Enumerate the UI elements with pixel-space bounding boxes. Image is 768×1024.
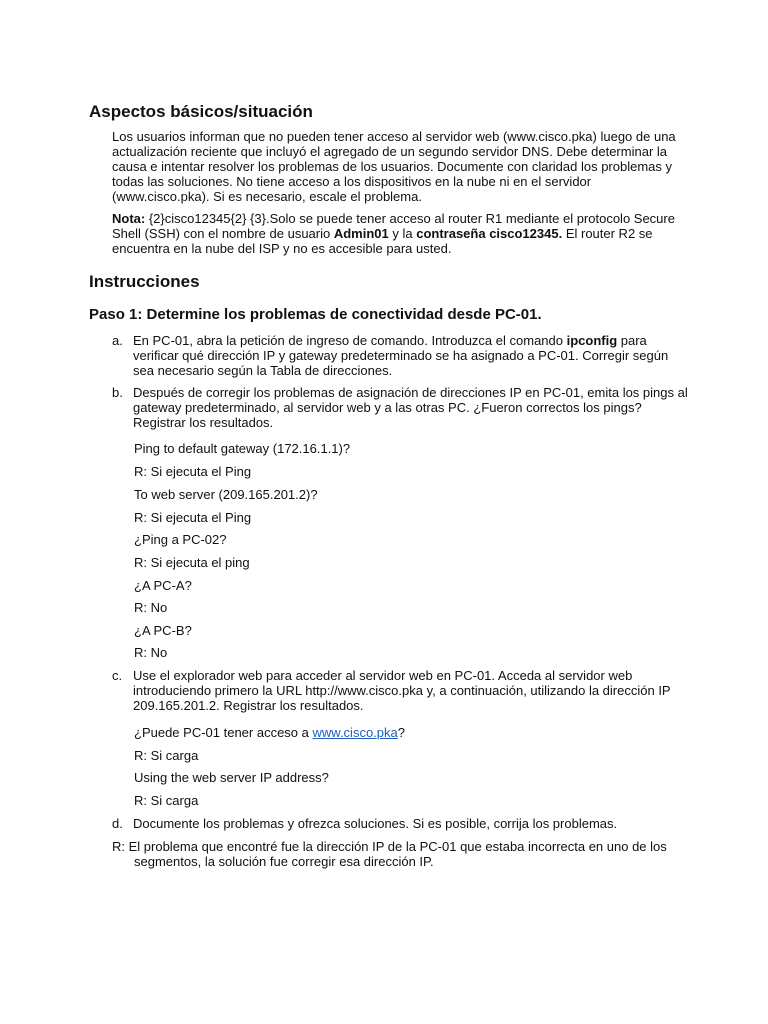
note-text-2: y la — [388, 226, 417, 241]
list-item-b — [112, 385, 692, 430]
qa-line: R: No — [134, 645, 168, 660]
qa-line: R: Si ejecuta el ping — [134, 555, 250, 570]
list-item-c — [112, 668, 692, 713]
final-answer — [112, 839, 682, 869]
list-marker-d: d. — [112, 816, 123, 831]
final-answer-line-1: R: El problema que encontré fue la dirección IP de la PC-01 que estaba incorrecta en uno de los — [112, 839, 667, 854]
list-marker-a: a. — [112, 333, 123, 348]
note-label: Nota: — [112, 211, 146, 226]
final-answer-line-2: segmentos, la solución fue corregir esa dirección IP. — [134, 854, 434, 869]
item-a-text-2: para verificar qué dirección IP y gateway predeterminado se ha asignado a PC-01. Corregir según sea necesario según la Tabla de direcciones. — [133, 333, 669, 378]
list-item-a-text — [133, 333, 689, 378]
qa-line: ¿A PC-A? — [134, 578, 192, 593]
item-a-text-1: En PC-01, abra la petición de ingreso de comando. Introduzca el comando — [133, 333, 567, 348]
ipconfig-command: ipconfig — [566, 333, 618, 348]
qa-text: ? — [397, 725, 405, 740]
qa-line-link — [134, 725, 674, 740]
qa-text: ¿Puede PC-01 tener acceso a — [134, 725, 313, 740]
list-item-a — [112, 333, 692, 378]
note-username: Admin01 — [333, 226, 389, 241]
qa-line: R: Si carga — [134, 748, 199, 763]
list-marker-b: b. — [112, 385, 123, 400]
qa-line: ¿Ping a PC-02? — [134, 532, 227, 547]
note-paragraph — [112, 211, 682, 256]
list-marker-c: c. — [112, 668, 123, 683]
cisco-link[interactable]: www.cisco.pka — [312, 725, 398, 740]
note-text-1: {2}cisco12345{2} {3}.Solo se puede tener acceso al router R1 mediante el protocolo Secure Shell (SSH) con el nombre de usuario — [112, 211, 675, 241]
qa-line: R: Si carga — [134, 793, 199, 808]
list-item-d — [112, 816, 692, 831]
qa-line: R: Si ejecuta el Ping — [134, 510, 252, 525]
list-item-b-text: Después de corregir los problemas de asignación de direcciones IP en PC-01, emita los pings al gateway predeterminado, al servidor web y a las otras PC. ¿Fueron correctos los pings? Registrar los resultados. — [133, 385, 688, 430]
step-heading: Paso 1: Determine los problemas de conectividad desde PC-01. — [89, 306, 542, 323]
qa-line: ¿A PC-B? — [134, 623, 192, 638]
list-item-d-text: Documente los problemas y ofrezca soluciones. Si es posible, corrija los problemas. — [133, 816, 618, 831]
intro-paragraph: Los usuarios informan que no pueden tener acceso al servidor web (www.cisco.pka) luego de una actualización reciente que incluyó el agregado de un segundo servidor DNS. Debe determinar la causa e intentar resolver los problemas de los usuarios. Documente con claridad los problemas y todas las soluciones. No tiene acceso a los dispositivos en la nube ni en el servidor (www.cisco.pka). Si es necesario, escale el problema. — [112, 129, 676, 204]
section-heading-instrucciones: Instrucciones — [89, 272, 200, 291]
qa-line: R: No — [134, 600, 168, 615]
section-heading-aspectos: Aspectos básicos/situación — [89, 102, 313, 121]
qa-line: R: Si ejecuta el Ping — [134, 464, 252, 479]
qa-line: Ping to default gateway (172.16.1.1)? — [134, 441, 351, 456]
qa-line: To web server (209.165.201.2)? — [134, 487, 318, 502]
note-text-3: El router R2 se encuentra en la nube del ISP y no es accesible para usted. — [112, 226, 653, 256]
note-password: contraseña cisco12345. — [416, 226, 563, 241]
qa-line: Using the web server IP address? — [134, 770, 329, 785]
list-item-c-text: Use el explorador web para acceder al servidor web en PC-01. Acceda al servidor web introduciendo primero la URL http://www.cisco.pka y, a continuación, utilizando la dirección IP 209.165.201.2. Registrar los resultados. — [133, 668, 671, 713]
